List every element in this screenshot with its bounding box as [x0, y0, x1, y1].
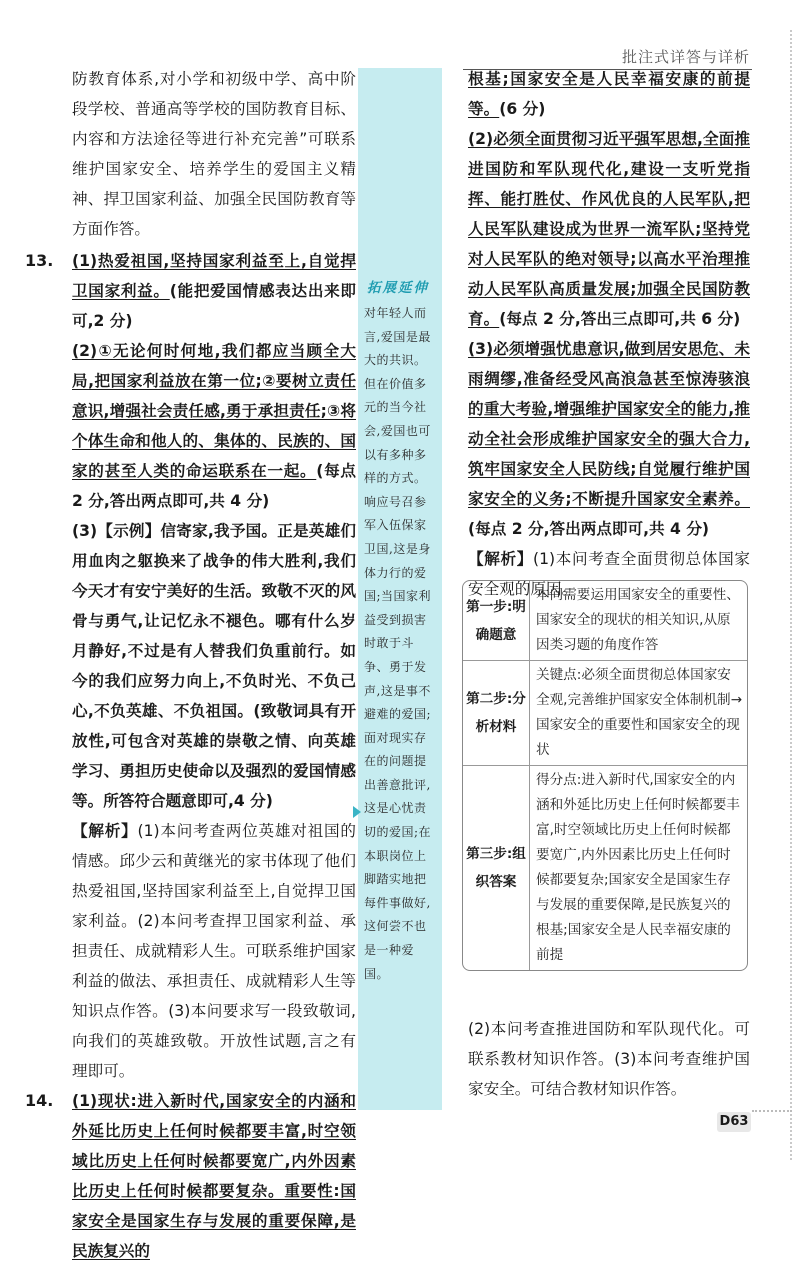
analysis-tag: 【解析】: [468, 550, 533, 568]
analysis-text: (1)本问考查全面贯彻总体国家安全观的原因。: [468, 550, 750, 598]
answer-text: (1)热爱祖国,坚持国家利益至上,自觉捍卫国家利益。: [72, 252, 356, 300]
step-text: 本问需要运用国家安全的重要性、国家安全的现状的相关知识,从原因类习题的角度作答: [536, 587, 740, 653]
q13-analysis: [72, 816, 356, 1086]
scoring-note: (每点 2 分,答出三点即可,共 6 分): [499, 310, 741, 328]
q13-answer-2: [72, 336, 356, 516]
analysis-steps-table: [462, 580, 748, 971]
q14-answer-1-cont: [468, 64, 750, 124]
margin-dotted-line: [790, 30, 792, 1160]
footer-dotted-line: [752, 1110, 792, 1112]
answer-text: (2)①无论何时何地,我们都应当顾全大局,把国家利益放在第一位;②要树立责任意识,增强社会责任感,勇于承担责任;③将个体生命和他人的、集体的、民族的、国家的甚至人类的命运联系在一起。: [72, 342, 356, 480]
scoring-note: (每点 2 分,答出两点即可,共 4 分): [468, 520, 710, 538]
right-column-tail: [468, 1014, 750, 1104]
left-column: [25, 64, 356, 1266]
question-number: 13.: [25, 251, 54, 270]
question-number: 14.: [25, 1091, 54, 1110]
answer-text: (2)必须全面贯彻习近平强军思想,全面推进国防和军队现代化,建设一支听党指挥、能打胜仗、作风优良的人民军队,把人民军队建设成为世界一流军队;坚持党对人民军队的绝对领导;以高水平治理推动人民军队高质量发展;加强全民国防教育。: [468, 130, 750, 328]
step-label: 第三步:组织答案: [463, 766, 530, 971]
q14-answer-3: [468, 334, 750, 544]
right-column: [468, 64, 750, 604]
sidebar-heading: 拓展延伸: [367, 280, 429, 296]
sidebar-text: 对年轻人而言,爱国是最大的共识。但在价值多元的当今社会,爱国也可以有多种多样的方式。响应号召参军入伍保家卫国,这是身体力行的爱国;当国家利益受到损害时敢于斗争、勇于发声,这是事不避难的爱国;面对现实存在的问题提出善意批评,这是心忧责切的爱国;在本职岗位上脚踏实地把每件事做好,这何尝不也是一种爱国。: [364, 306, 432, 981]
answer-text: 信寄家,我予国。正是英雄们用血肉之躯换来了战争的伟大胜利,我们今天才有安宁美好的生活。致敬不灭的风骨与勇气,让记忆永不褪色。哪有什么岁月静好,不过是有人替我们负重前行。如今的我们应努力向上,不负时光、不负己心,不负英雄、不负祖国。: [72, 522, 356, 720]
q14-answer-1: (1)现状:进入新时代,国家安全的内涵和外延比历史上任何时候都要丰富,时空领域比历史上任何时候都要宽广,内外因素比历史上任何时候都要复杂。重要性:国家安全是国家生存与发展的重要保障,是民族复兴的: [72, 1092, 356, 1260]
analysis-tag: 【解析】: [72, 822, 138, 840]
analysis-text: (1)本问考查两位英雄对祖国的情感。邱少云和黄继光的家书体现了他们热爱祖国,坚持国家利益至上,自觉捍卫国家利益。(2)本问考查捍卫国家利益、承担责任、成就精彩人生。可联系维护国家利益的做法、承担责任、成就精彩人生等知识点作答。(3)本问要求写一段致敬词,向我们的英雄致敬。开放性试题,言之有理即可。: [72, 822, 356, 1080]
scoring-note: (每点 2 分,答出两点即可,共 4 分): [72, 462, 356, 510]
table-row: [463, 661, 747, 766]
scoring-note: (致敬词具有开放性,可包含对英雄的崇敬之情、向英雄学习、勇担历史使命以及强烈的爱国情感等。所答符合题意即可,4 分): [72, 702, 356, 810]
answer-text: 根基;国家安全是人民幸福安康的前提等。: [468, 70, 750, 118]
example-tag: (3)【示例】: [72, 522, 161, 540]
step-label: 第一步:明确题意: [463, 581, 530, 661]
q13-answer-3: [72, 516, 356, 816]
intro-paragraph: 防教育体系,对小学和初级中学、高中阶段学校、普通高等学校的国防教育目标、内容和方法途径等进行补充完善”可联系维护国家安全、培养学生的爱国主义精神、捍卫国家利益、加强全民国防教育等方面作答。: [72, 70, 356, 238]
page-number: D63: [717, 1112, 751, 1132]
page-header-title: 批注式详答与详析: [621, 48, 750, 66]
answer-text: (3)必须增强忧患意识,做到居安思危、未雨绸缪,准备经受风高浪急甚至惊涛骇浪的重大考验,增强维护国家安全的能力,推动全社会形成维护国家安全的强大合力,筑牢国家安全人民防线;自觉履行维护国家安全的义务;不断提升国家安全素养。: [468, 340, 750, 508]
question-14: [25, 1086, 356, 1266]
step-text: 得分点:进入新时代,国家安全的内涵和外延比历史上任何时候都要丰富,时空领域比历史上任何时候都要宽广,内外因素比历史上任何时候都要复杂;国家安全是国家生存与发展的重要保障,是民族复兴的根基;国家安全是人民幸福安康的前提: [530, 766, 748, 971]
step-text: 关键点:必须全面贯彻总体国家安全观,完善维护国家安全体制机制→国家安全的重要性和国家安全的现状: [530, 661, 748, 766]
question-13: [25, 246, 356, 1086]
table-row: [463, 766, 747, 971]
q14-answer-2: [468, 124, 750, 334]
q13-answer-1: [72, 246, 356, 336]
tail-analysis: (2)本问考查推进国防和军队现代化。可联系教材知识作答。(3)本问考查维护国家安全。可结合教材知识作答。: [468, 1020, 750, 1098]
scoring-note: (能把爱国情感表达出来即可,2 分): [72, 282, 356, 330]
table-row: [463, 581, 747, 661]
scoring-note: (6 分): [499, 100, 546, 118]
step-label: 第二步:分析材料: [463, 661, 530, 766]
pointer-arrow-icon: [353, 806, 361, 818]
